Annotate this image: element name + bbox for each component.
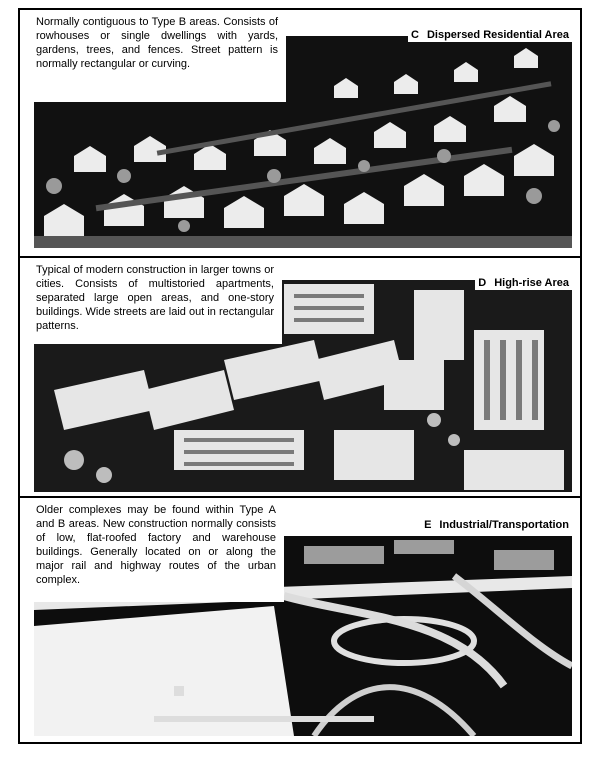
- document-page: [18, 8, 582, 744]
- panel-title-text: Dispersed Residential Area: [426, 29, 569, 41]
- panel-high-rise: [20, 256, 580, 495]
- panel-description: Typical of modern construction in larger towns or cities. Consists of multistoried apartments, separated large open areas, and one-story buildings. Wide streets are laid out in rectangular patterns.: [20, 258, 282, 344]
- panel-description: Normally contiguous to Type B areas. Consists of rowhouses or single dwellings with yards, gardens, trees, and fences. Street pattern is normally rectangular or curving.: [20, 10, 286, 102]
- panel-title-text: High-rise Area: [494, 277, 569, 289]
- panel-description: Older complexes may be found within Type A and B areas. New construction normally consists of low, flat-roofed factory and warehouse buildings. Generally located on or along the major rail and highway routes of the urban complex.: [20, 498, 284, 602]
- panel-dispersed-residential: [20, 10, 580, 255]
- panel-letter: C: [411, 29, 419, 41]
- panel-title: [421, 518, 572, 532]
- panel-title: [408, 28, 572, 42]
- panel-industrial-transportation: [20, 496, 580, 742]
- panel-letter: D: [478, 277, 487, 289]
- panel-letter: E: [424, 519, 432, 531]
- panel-title-text: Industrial/Transportation: [439, 519, 569, 531]
- panel-title: [475, 276, 572, 290]
